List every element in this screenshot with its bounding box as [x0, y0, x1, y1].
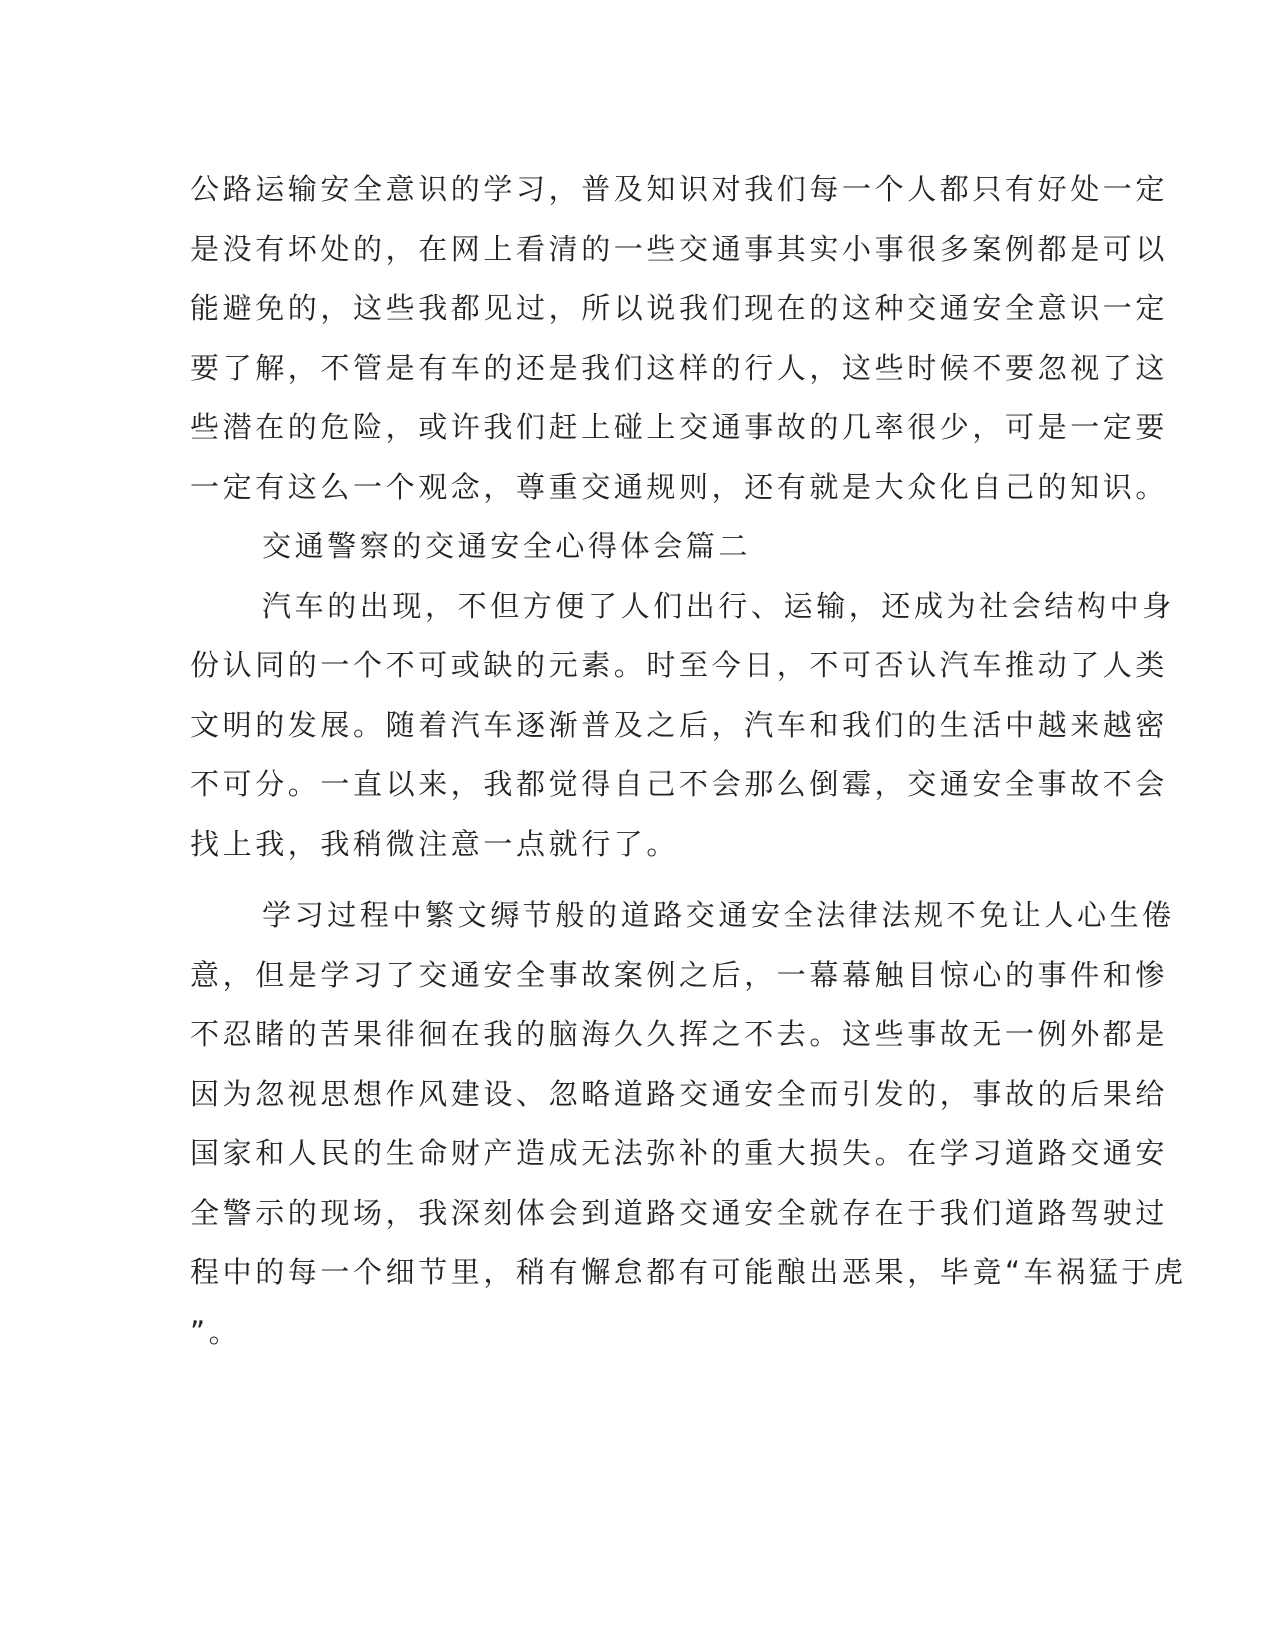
text-line: 要了解，不管是有车的还是我们这样的行人，这些时候不要忽视了这 [190, 350, 1169, 385]
section-heading [190, 517, 1090, 577]
text-line: 能避免的，这些我都见过，所以说我们现在的这种交通安全意识一定 [190, 291, 1169, 325]
text-line: 意，但是学习了交通安全事故案例之后，一幕幕触目惊心的事件和惨 [190, 957, 1169, 992]
text-line: 不可分。一直以来，我都觉得自己不会那么倒霉，交通安全事故不会 [190, 767, 1169, 801]
paragraph-2 [190, 577, 1175, 875]
text-line: 是没有坏处的，在网上看清的一些交通事其实小事很多案例都是可以 [190, 231, 1169, 266]
document-body [190, 160, 1187, 1362]
paragraph-3 [190, 886, 1187, 1362]
paragraph-spacer [190, 874, 1090, 886]
text-line: 找上我，我稍微注意一点就行了。 [190, 826, 680, 861]
text-line: 汽车的出现，不但方便了人们出行、运输，还成为社会结构中身 [262, 588, 1175, 623]
text-line: 因为忽视思想作风建设、忽略道路交通安全而引发的，事故的后果给 [190, 1076, 1169, 1111]
text-line: 国家和人民的生命财产造成无法弥补的重大损失。在学习道路交通安 [190, 1136, 1169, 1170]
text-line: 公路运输安全意识的学习，普及知识对我们每一个人都只有好处一定 [190, 172, 1169, 206]
text-line: 全警示的现场，我深刻体会到道路交通安全就存在于我们道路驾驶过 [190, 1195, 1169, 1230]
text-line: 学习过程中繁文缛节般的道路交通安全法律法规不免让人心生倦 [262, 898, 1175, 932]
text-line: 些潜在的危险，或许我们赶上碰上交通事故的几率很少，可是一定要 [190, 410, 1169, 444]
paragraph-1 [190, 160, 1169, 517]
section-heading-text: 交通警察的交通安全心得体会篇二 [262, 529, 752, 563]
text-line: 不忍睹的苦果徘徊在我的脑海久久挥之不去。这些事故无一例外都是 [190, 1017, 1169, 1051]
text-line: 一定有这么一个观念，尊重交通规则，还有就是大众化自己的知识。 [190, 469, 1169, 504]
text-line: ”。 [190, 1314, 242, 1349]
text-line: 份认同的一个不可或缺的元素。时至今日，不可否认汽车推动了人类 [190, 648, 1169, 682]
text-line: 程中的每一个细节里，稍有懈怠都有可能酿出恶果，毕竟“车祸猛于虎 [190, 1255, 1187, 1289]
text-line: 文明的发展。随着汽车逐渐普及之后，汽车和我们的生活中越来越密 [190, 707, 1169, 742]
